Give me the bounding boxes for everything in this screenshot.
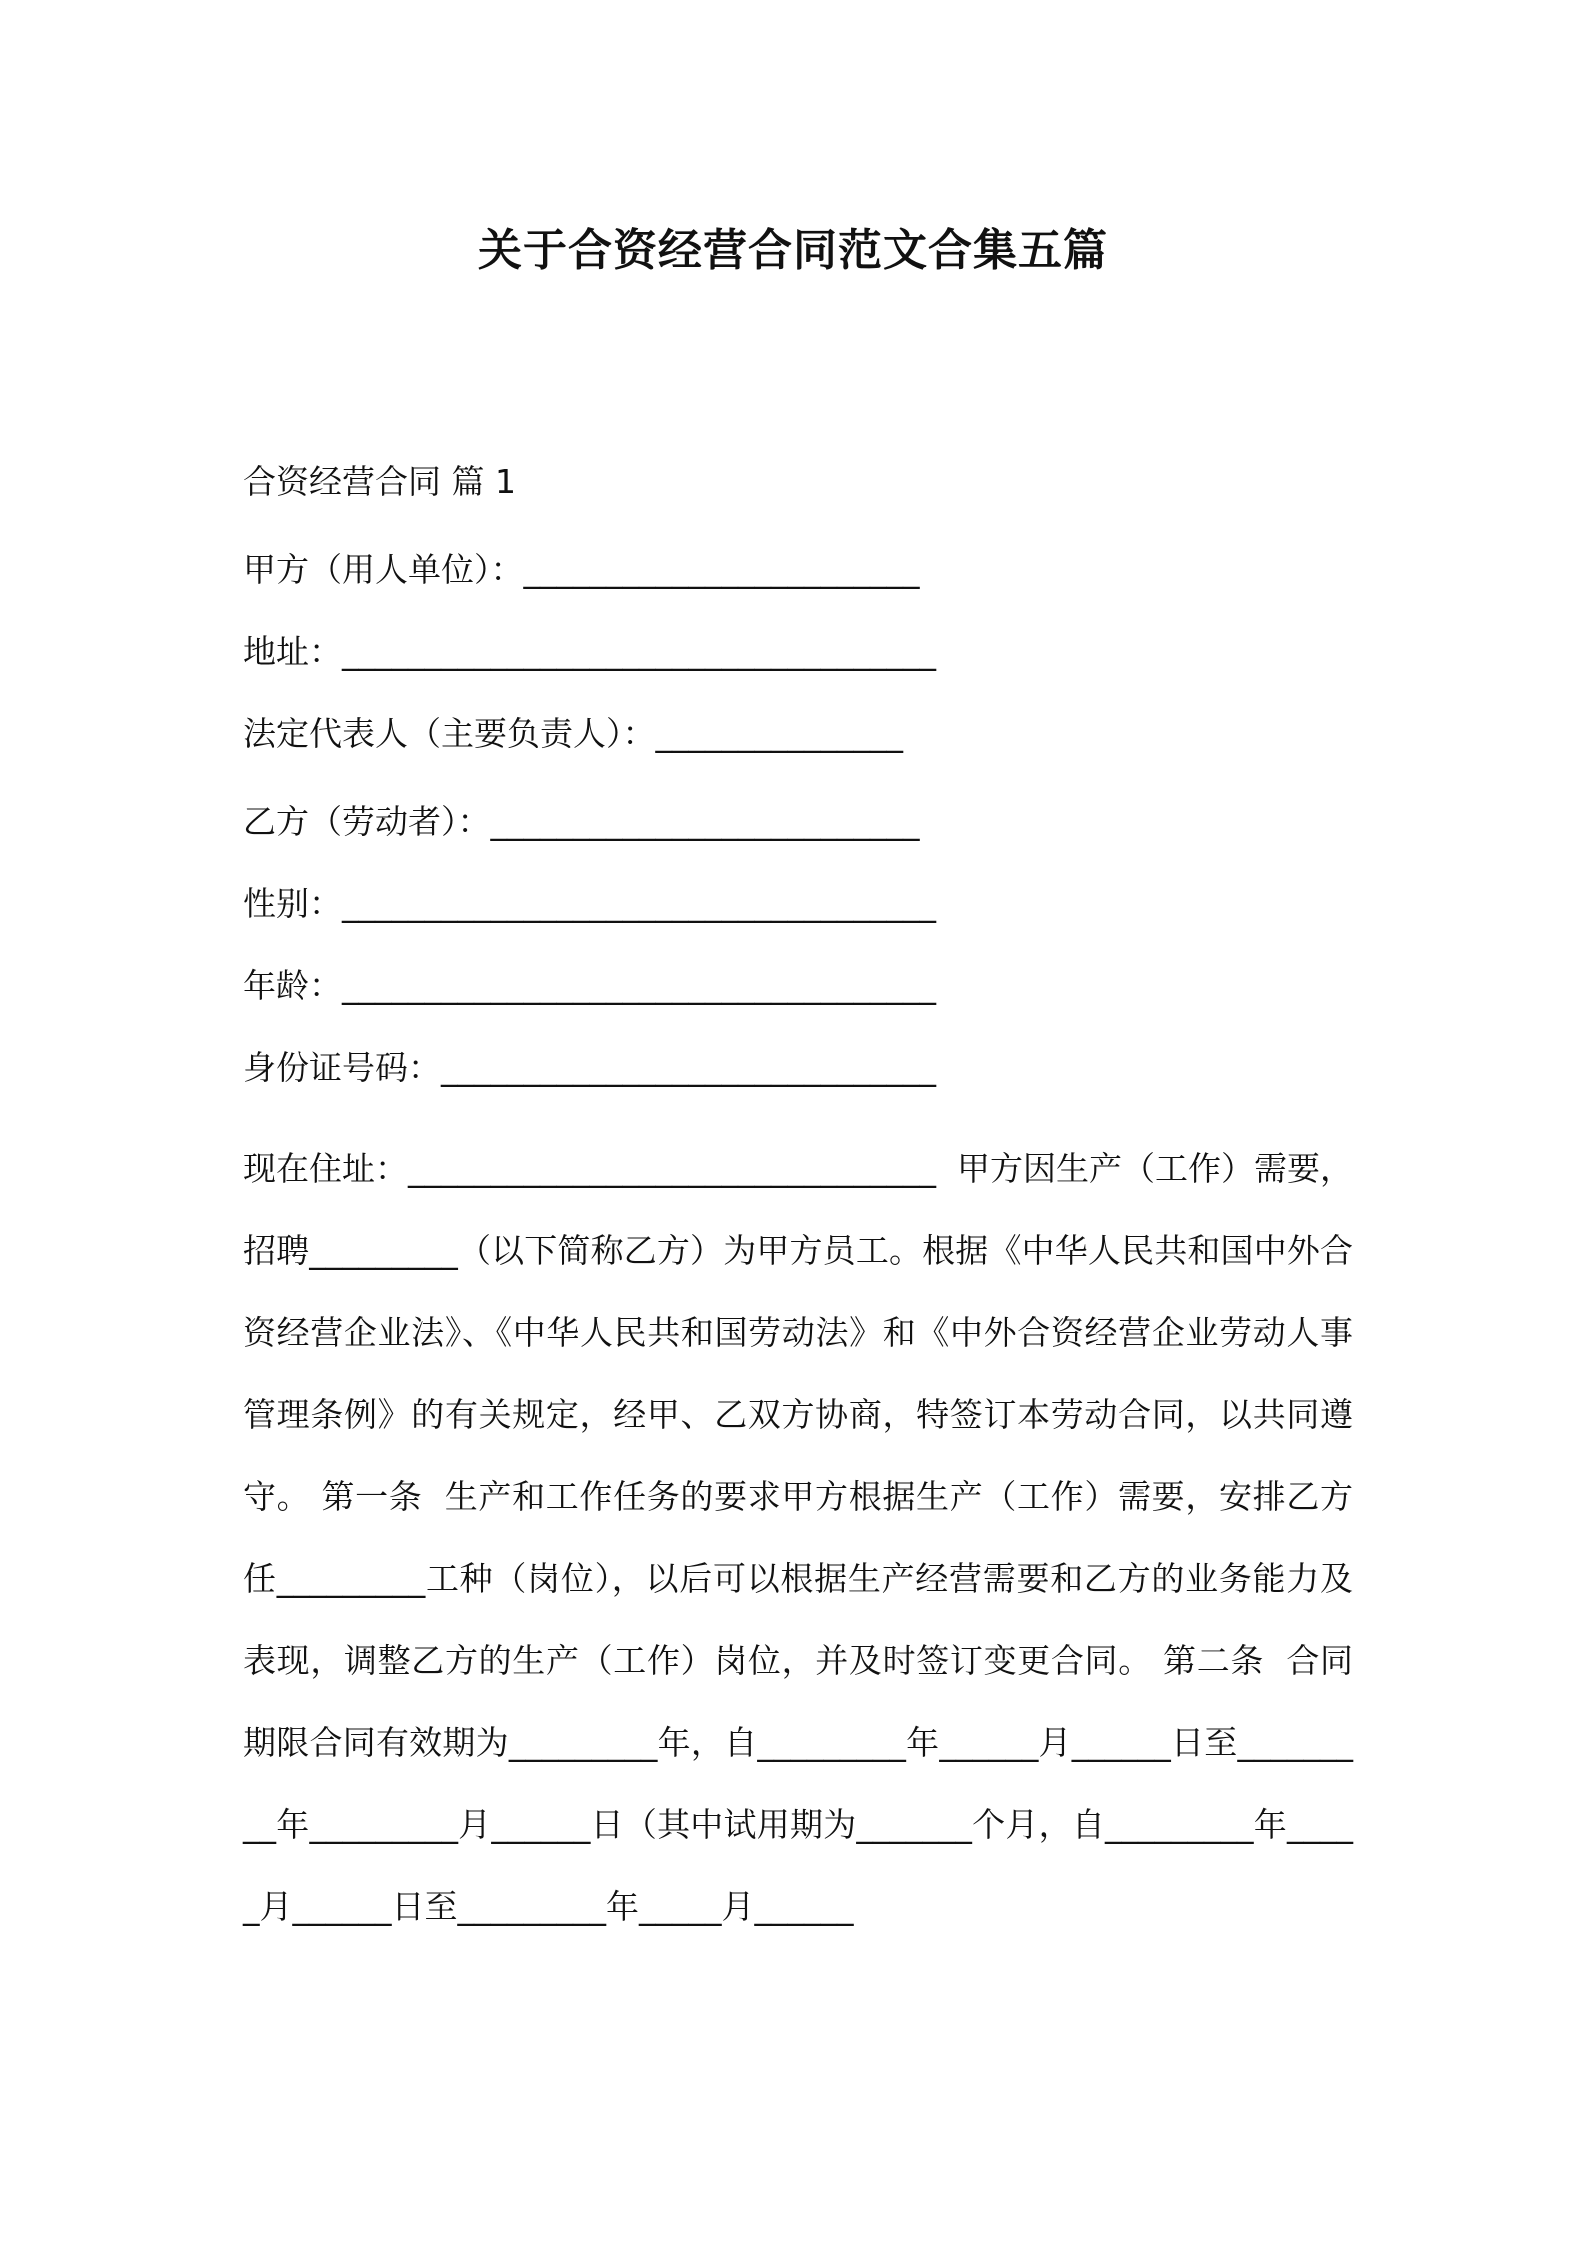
field-gender: 性别：____________________________________ xyxy=(243,884,936,923)
field-address: 地址：____________________________________ xyxy=(243,632,936,671)
field-age: 年龄：____________________________________ xyxy=(243,966,936,1005)
field-party-b: 乙方（劳动者）：__________________________ xyxy=(243,802,920,841)
section-heading: 合资经营合同 篇 1 xyxy=(243,462,516,501)
field-id-number: 身份证号码：______________________________ xyxy=(243,1048,936,1087)
contract-body-text: 现在住址：________________________________ 甲方因生产（工作）需要，招聘_________（以下简称乙方）为甲方员工。根据《中华人民共和国中外合资经营企业法》、《中华人民共和国劳动法》和《中外合资经营企业劳动人事管理条例》的有关规定，经甲、乙双方协商，特签订本劳动合同，以共同遵守。 第一条 生产和工作任务的要求甲方根据生产（工作）需要，安排乙方任_________工种（岗位），以后可以根据生产经营需要和乙方的业务能力及表现，调整乙方的生产（工作）岗位，并及时签订变更合同。 第二条 合同期限合同有效期为_________年，自_________年______月______日至_________年_________月______日（其中试用期为_______个月，自_________年_____月______日至_________年_____月______ xyxy=(243,1149,1353,1926)
document-title: 关于合资经营合同范文合集五篇 xyxy=(478,225,1108,276)
field-legal-representative: 法定代表人（主要负责人）：_______________ xyxy=(243,714,903,753)
field-party-a: 甲方（用人单位）：________________________ xyxy=(243,550,920,589)
